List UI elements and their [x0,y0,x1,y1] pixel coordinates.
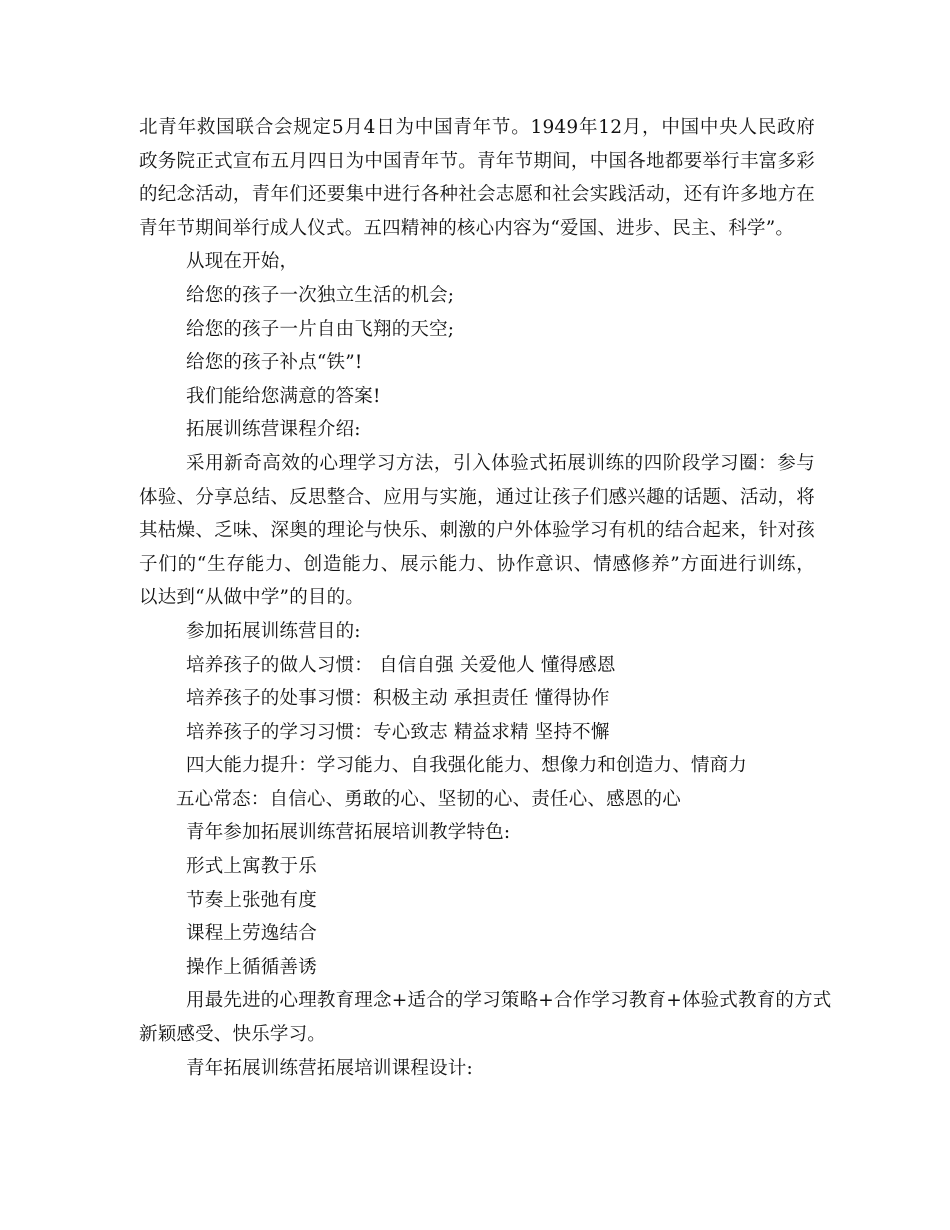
text-line: 拓展训练营课程介绍: [186,419,361,441]
text-line: 形式上寓教于乐 [186,856,317,878]
text-line: 培养孩子的做人习惯： 自信自强 关爱他人 懂得感恩 [186,654,616,676]
text-line: 参加拓展训练营目的: [186,620,361,642]
text-line: 我们能给您满意的答案! [186,385,381,407]
text-line: 青年拓展训练营拓展培训课程设计: [186,1057,473,1079]
text-line: 其枯燥、乏味、深奥的理论与快乐、刺激的户外体验学习有机的结合起来，针对孩 [139,520,815,542]
text-line: 采用新奇高效的心理学习方法，引入体验式拓展训练的四阶段学习圈：参与 [186,452,815,474]
text-line: 给您的孩子一片自由飞翔的天空; [186,318,455,340]
text-line: 子们的“生存能力、创造能力、展示能力、协作意识、情感修养”方面进行训练， [139,553,815,575]
document-body [139,111,832,1085]
text-line: 培养孩子的学习习惯：专心致志 精益求精 坚持不懈 [186,721,610,743]
text-line: 用最先进的心理教育理念+适合的学习策略+合作学习教育+体验式教育的方式 [186,990,832,1012]
text-line: 政务院正式宣布五月四日为中国青年节。青年节期间，中国各地都要举行丰富多彩 [139,150,815,172]
text-line: 新颖感受、快乐学习。 [139,1024,327,1046]
text-line: 节奏上张弛有度 [186,889,317,911]
text-line: 课程上劳逸结合 [186,923,317,945]
text-line: 五心常态：自信心、勇敢的心、坚韧的心、责任心、感恩的心 [176,788,681,810]
text-line: 培养孩子的处事习惯：积极主动 承担责任 懂得协作 [186,688,610,710]
text-line: 四大能力提升：学习能力、自我强化能力、想像力和创造力、情商力 [186,755,748,777]
text-line: 给您的孩子补点“铁”! [186,352,363,374]
text-line: 体验、分享总结、反思整合、应用与实施，通过让孩子们感兴趣的话题、活动，将 [139,486,815,508]
text-line: 青年参加拓展训练营拓展培训教学特色: [186,822,511,844]
text-line: 操作上循循善诱 [186,956,317,978]
text-line: 青年节期间举行成人仪式。五四精神的核心内容为“爱国、进步、民主、科学”。 [139,217,795,239]
text-line: 北青年救国联合会规定5月4日为中国青年节。1949年12月，中国中央人民政府 [139,117,815,138]
text-line: 给您的孩子一次独立生活的机会; [186,284,455,306]
text-line: 从现在开始， [186,251,299,273]
text-line: 以达到“从做中学”的目的。 [139,587,365,609]
text-line: 的纪念活动，青年们还要集中进行各种社会志愿和社会实践活动，还有许多地方在 [139,184,815,206]
